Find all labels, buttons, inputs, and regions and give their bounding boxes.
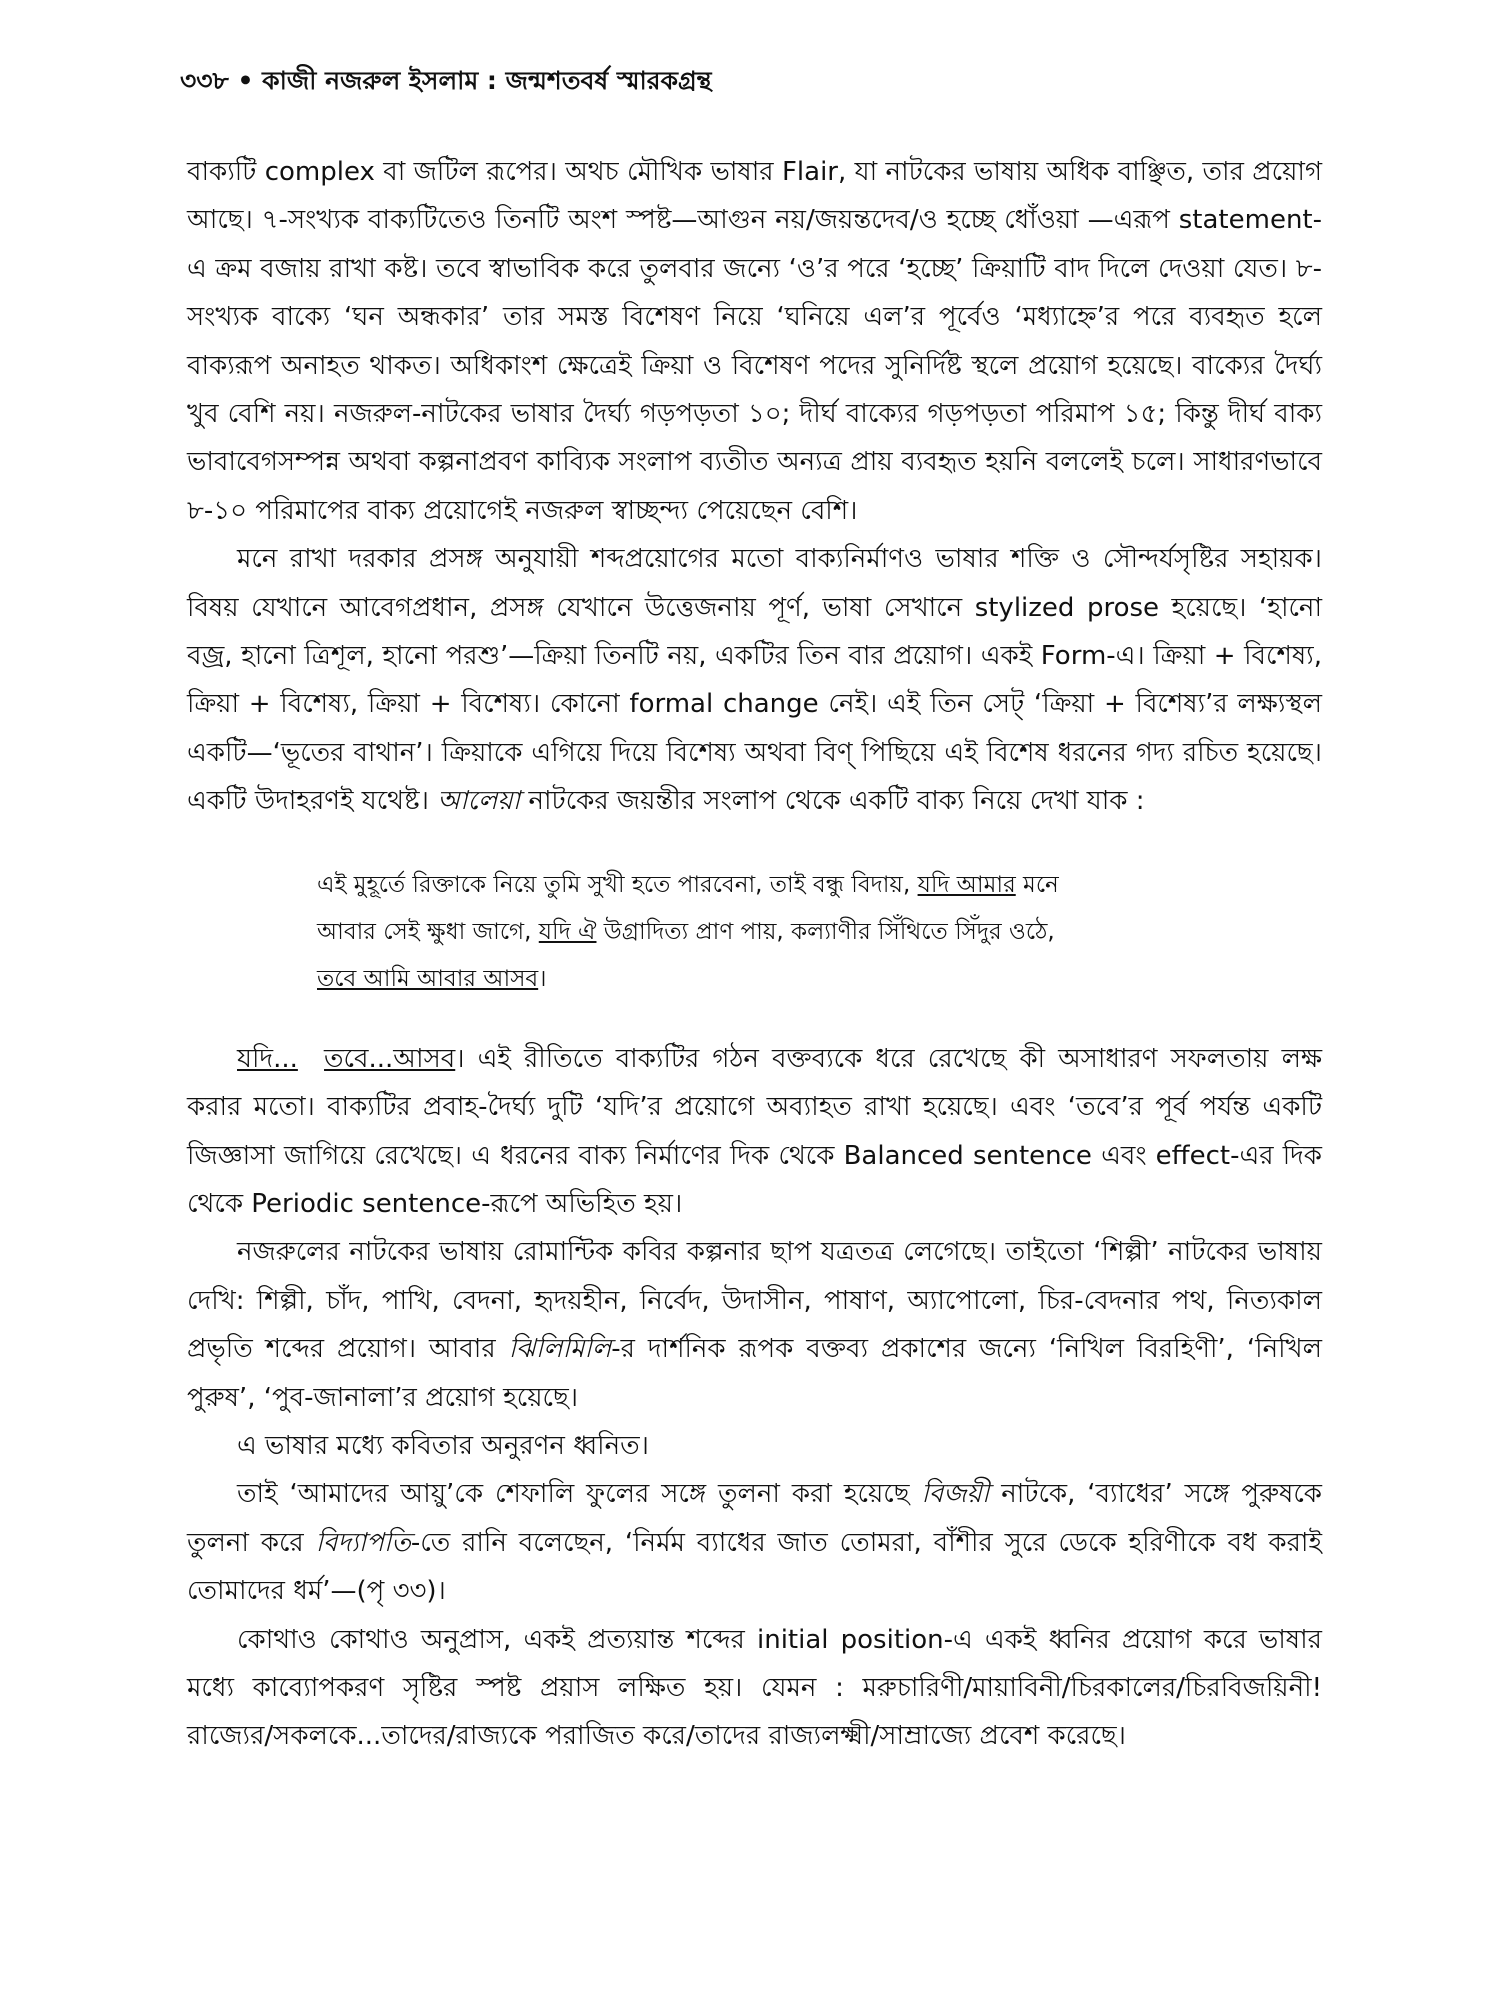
play-title-aleya: আলেয়া [437,786,521,817]
quote-line-2: আবার সেই ক্ষুধা জাগে, যদি ঐ উগ্রাদিত্য প্রাণ পায়, কল্যাণীর সিঁথিতে সিঁদুর ওঠে, [317,918,1055,945]
header-book-title: জন্মশতবর্ষ স্মারকগ্রন্থ [505,66,712,95]
play-title-bidyapati: বিদ্যাপতি [315,1527,411,1558]
paragraph-2: মনে রাখা দরকার প্রসঙ্গ অনুযায়ী শব্দপ্রয়োগের মতো বাক্যনির্মাণও ভাষার শক্তি ও সৌন্দর্যসৃষ্টির সহায়ক। বিষয় যেখানে আবেগপ্রধান, প্রসঙ্গ যেখানে উত্তেজনায় পূর্ণ, ভাষা সেখানে stylized prose হয়েছে। ‘হানো বজ্র, হানো ত্রিশূল, হানো পরশু’—ক্রিয়া তিনটি নয়, একটির তিন বার প্রয়োগ। একই Form-এ। ক্রিয়া + বিশেষ্য, ক্রিয়া + বিশেষ্য, ক্রিয়া + বিশেষ্য। কোনো formal change নেই। এই তিন সেট্‌ ‘ক্রিয়া + বিশেষ্য’র লক্ষ্যস্থল একটি—‘ভূতের বাথান’। ক্রিয়াকে এগিয়ে দিয়ে বিশেষ্য অথবা বিণ্‌ পিছিয়ে এই বিশেষ ধরনের গদ্য রচিত হয়েছে। একটি উদাহরণই যথেষ্ট। আলেয়া নাটকের জয়ন্তীর সংলাপ থেকে একটি বাক্য নিয়ে দেখা যাক : [187,544,1322,817]
quote-line-1: এই মুহূর্তে রিক্তাকে নিয়ে তুমি সুখী হতে পারবেনা, তাই বন্ধু বিদায়, যদি আমার মনে [317,871,1059,898]
header-separator: • [237,66,254,95]
running-header [180,62,1330,100]
underline-tobe: তবে...আসব [324,1043,456,1074]
header-colon: : [486,66,497,95]
page-number: ৩৩৮ [180,66,229,95]
play-title-jhilimili: ঝিলিমিলি [508,1334,612,1365]
page-body [187,148,1322,1761]
quote-underline-1: যদি আমার [917,871,1016,898]
play-title-bijoyi: বিজয়ী [921,1479,990,1510]
quote-underline-2: যদি ঐ [538,918,597,945]
paragraph-5: এ ভাষার মধ্যে কবিতার অনুরণন ধ্বনিত। [237,1430,649,1461]
quote-line-3: তবে আমি আবার আসব। [317,965,547,992]
paragraph-1: বাক্যটি complex বা জটিল রূপের। অথচ মৌখিক ভাষার Flair, যা নাটকের ভাষায় অধিক বাঞ্ছিত, তার প্রয়োগ আছে। ৭-সংখ্যক বাক্যটিতেও তিনটি অংশ স্পষ্ট—আগুন নয়/জয়ন্তদেব/ও হচ্ছে ধোঁওয়া —এরূপ statement-এ ক্রম বজায় রাখা কষ্ট। তবে স্বাভাবিক করে তুলবার জন্যে ‘ও’র পরে ‘হচ্ছে’ ক্রিয়াটি বাদ দিলে দেওয়া যেত। ৮-সংখ্যক বাক্যে ‘ঘন অন্ধকার’ তার সমস্ত বিশেষণ নিয়ে ‘ঘনিয়ে এল’র পূর্বেও ‘মধ্যাহ্নে’র পরে ব্যবহৃত হলে বাক্যরূপ অনাহত থাকত। অধিকাংশ ক্ষেত্রেই ক্রিয়া ও বিশেষণ পদের সুনির্দিষ্ট স্থলে প্রয়োগ হয়েছে। বাক্যের দৈর্ঘ্য খুব বেশি নয়। নজরুল-নাটকের ভাষার দৈর্ঘ্য গড়পড়তা ১০; দীর্ঘ বাক্যের গড়পড়তা পরিমাপ ১৫; কিন্তু দীর্ঘ বাক্য ভাবাবেগসম্পন্ন অথবা কল্পনাপ্রবণ কাব্যিক সংলাপ ব্যতীত অন্যত্র প্রায় ব্যবহৃত হয়নি বললেই চলে। সাধারণভাবে ৮-১০ পরিমাপের বাক্য প্রয়োগেই নজরুল স্বাচ্ছন্দ্য পেয়েছেন বেশি। [187,157,1322,526]
paragraph-4: নজরুলের নাটকের ভাষায় রোমান্টিক কবির কল্পনার ছাপ যত্রতত্র লেগেছে। তাইতো ‘শিল্পী’ নাটকের ভাষায় দেখি: শিল্পী, চাঁদ, পাখি, বেদনা, হৃদয়হীন, নির্বেদ, উদাসীন, পাষাণ, অ্যাপোলো, চির-বেদনার পথ, নিত্যকাল প্রভৃতি শব্দের প্রয়োগ। আবার ঝিলিমিলি-র দার্শনিক রূপক বক্তব্য প্রকাশের জন্যে ‘নিখিল বিরহিণী’, ‘নিখিল পুরুষ’, ‘পুব-জানালা’র প্রয়োগ হয়েছে। [187,1237,1322,1413]
paragraph-7: কোথাও কোথাও অনুপ্রাস, একই প্রত্যয়ান্ত শব্দের initial position-এ একই ধ্বনির প্রয়োগ করে ভাষার মধ্যে কাব্যোপকরণ সৃষ্টির স্পষ্ট প্রয়াস লক্ষিত হয়। যেমন : মরুচারিণী/মায়াবিনী/চিরকালের/চিরবিজয়িনী! রাজ্যের/সকলকে...তাদের/রাজ্যকে পরাজিত করে/তাদের রাজ্যলক্ষ্মী/সাম্রাজ্যে প্রবেশ করেছে। [187,1624,1322,1752]
paragraph-3: যদি... তবে...আসব। এই রীতিতে বাক্যটির গঠন বক্তব্যকে ধরে রেখেছে কী অসাধারণ সফলতায় লক্ষ করার মতো। বাক্যটির প্রবাহ-দৈর্ঘ্য দুটি ‘যদি’র প্রয়োগে অব্যাহত রাখা হয়েছে। এবং ‘তবে’র পূর্ব পর্যন্ত একটি জিজ্ঞাসা জাগিয়ে রেখেছে। এ ধরনের বাক্য নির্মাণের দিক থেকে Balanced sentence এবং effect-এর দিক থেকে Periodic sentence-রূপে অভিহিত হয়। [187,1043,1323,1219]
header-author: কাজী নজরুল ইসলাম [262,66,479,95]
block-quote [317,862,1217,1003]
paragraph-6: তাই ‘আমাদের আয়ু’কে শেফালি ফুলের সঙ্গে তুলনা করা হয়েছে বিজয়ী নাটকে, ‘ব্যাধের’ সঙ্গে পুরুষকে তুলনা করে বিদ্যাপতি-তে রানি বলেছেন, ‘নির্মম ব্যাধের জাত তোমরা, বাঁশীর সুরে ডেকে হরিণীকে বধ করাই তোমাদের ধর্ম’—(পৃ ৩৩)। [187,1479,1322,1607]
underline-jodi: যদি... [237,1043,298,1074]
quote-underline-3: তবে আমি আবার আসব [317,965,539,992]
